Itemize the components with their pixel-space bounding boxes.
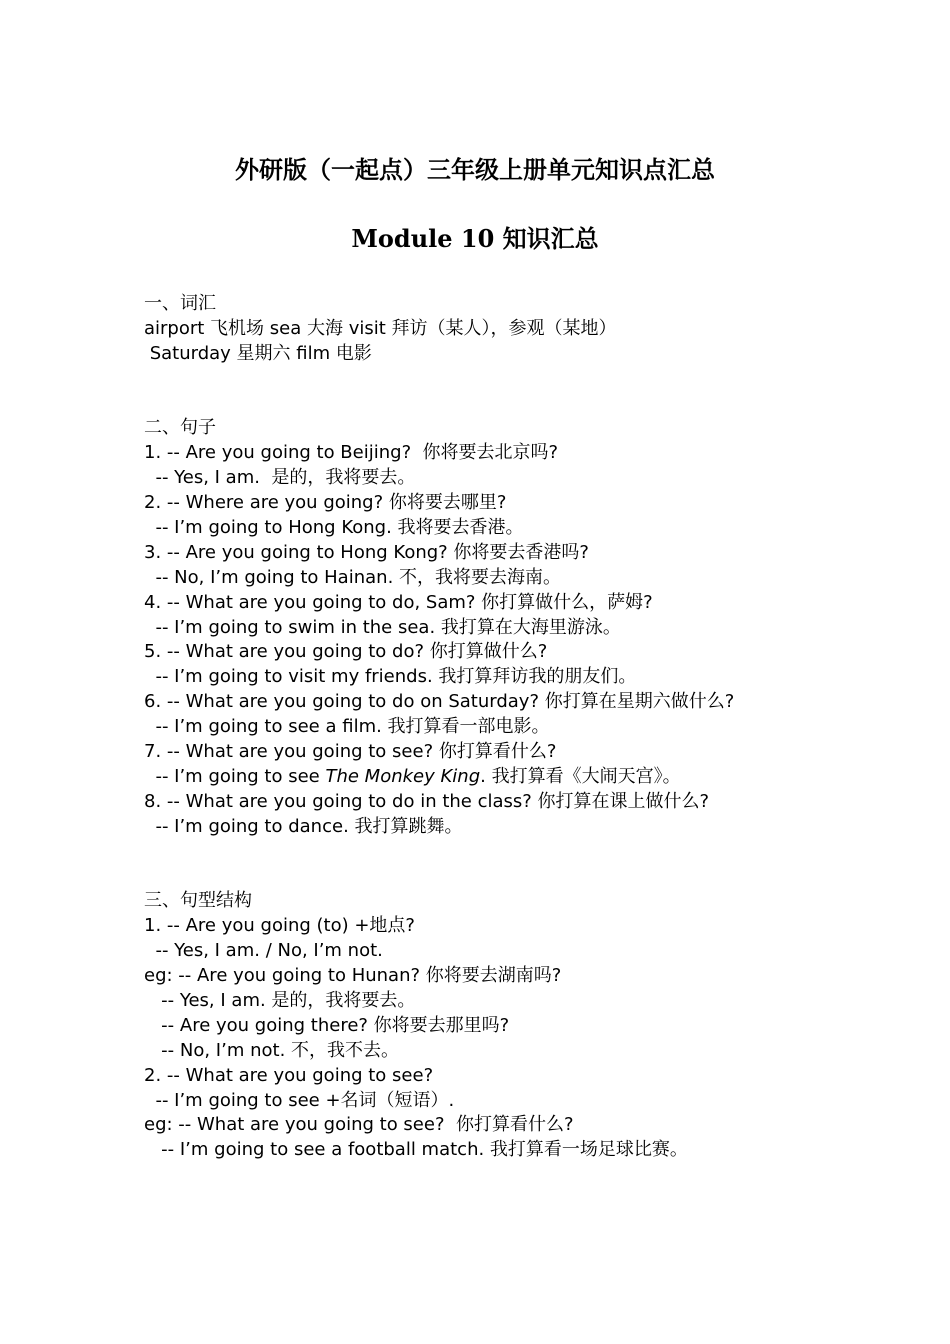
- sentence-answer: -- I’m going to visit my friends. 我打算拜访我的朋友们。: [144, 666, 637, 688]
- sentence-answer: [144, 765, 904, 790]
- pattern-line: -- Yes, I am. 是的，我将要去。: [144, 989, 416, 1011]
- sentence-question: 8. -- What are you going to do in the class? 你打算在课上做什么?: [144, 790, 710, 812]
- sentence-question: 1. -- Are you going to Beijing? 你将要去北京吗?: [144, 442, 559, 464]
- pattern-line: -- Are you going there? 你将要去那里吗?: [144, 1014, 510, 1036]
- section-heading-patterns: 三、句型结构: [144, 890, 252, 912]
- answer-suffix: . 我打算看《大闹天宫》。: [480, 765, 681, 787]
- pattern-line: -- Yes, I am. / No, I’m not.: [144, 940, 383, 962]
- sentence-answer: -- I’m going to see a film. 我打算看一部电影。: [144, 716, 550, 738]
- sentence-answer: -- No, I’m going to Hainan. 不，我将要去海南。: [144, 566, 562, 588]
- pattern-line: -- I’m going to see +名词（短语）.: [144, 1089, 455, 1111]
- pattern-line: eg: -- What are you going to see? 你打算看什么?: [144, 1114, 574, 1136]
- sentence-question: 6. -- What are you going to do on Saturday? 你打算在星期六做什么?: [144, 691, 735, 713]
- document-title: 外研版（一起点）三年级上册单元知识点汇总: [235, 155, 715, 184]
- section-spacer: [144, 840, 904, 890]
- pattern-line: -- No, I’m not. 不，我不去。: [144, 1039, 400, 1061]
- pattern-line: 1. -- Are you going (to) +地点?: [144, 915, 415, 937]
- document-subtitle: Module 10 知识汇总: [351, 224, 599, 253]
- sentence-question: 3. -- Are you going to Hong Kong? 你将要去香港吗?: [144, 541, 589, 563]
- sentence-answer: -- I’m going to swim in the sea. 我打算在大海里游泳。: [144, 616, 621, 638]
- sentence-answer: -- I’m going to dance. 我打算跳舞。: [144, 815, 463, 837]
- pattern-line: 2. -- What are you going to see?: [144, 1064, 434, 1086]
- film-title: The Monkey King: [325, 765, 481, 787]
- sentence-question: 4. -- What are you going to do, Sam? 你打算做什么，萨姆?: [144, 591, 653, 613]
- sentence-answer: -- I’m going to Hong Kong. 我将要去香港。: [144, 517, 524, 539]
- answer-prefix: -- I’m going to see: [144, 765, 326, 787]
- section-spacer: [144, 367, 904, 417]
- sentence-question: 7. -- What are you going to see? 你打算看什么?: [144, 741, 557, 763]
- sentence-question: 5. -- What are you going to do? 你打算做什么?: [144, 641, 548, 663]
- pattern-line: -- I’m going to see a football match. 我打算看一场足球比赛。: [144, 1139, 688, 1161]
- vocabulary-line: airport 飞机场 sea 大海 visit 拜访（某人），参观（某地）: [144, 317, 617, 339]
- section-heading-vocabulary: 一、词汇: [144, 293, 216, 314]
- vocabulary-line: Saturday 星期六 film 电影: [144, 342, 372, 364]
- sentence-answer: -- Yes, I am. 是的，我将要去。: [144, 467, 416, 489]
- section-heading-sentences: 二、句子: [144, 417, 216, 439]
- sentence-question: 2. -- Where are you going? 你将要去哪里?: [144, 492, 507, 514]
- document-body: [144, 292, 904, 1163]
- pattern-line: eg: -- Are you going to Hunan? 你将要去湖南吗?: [144, 965, 562, 987]
